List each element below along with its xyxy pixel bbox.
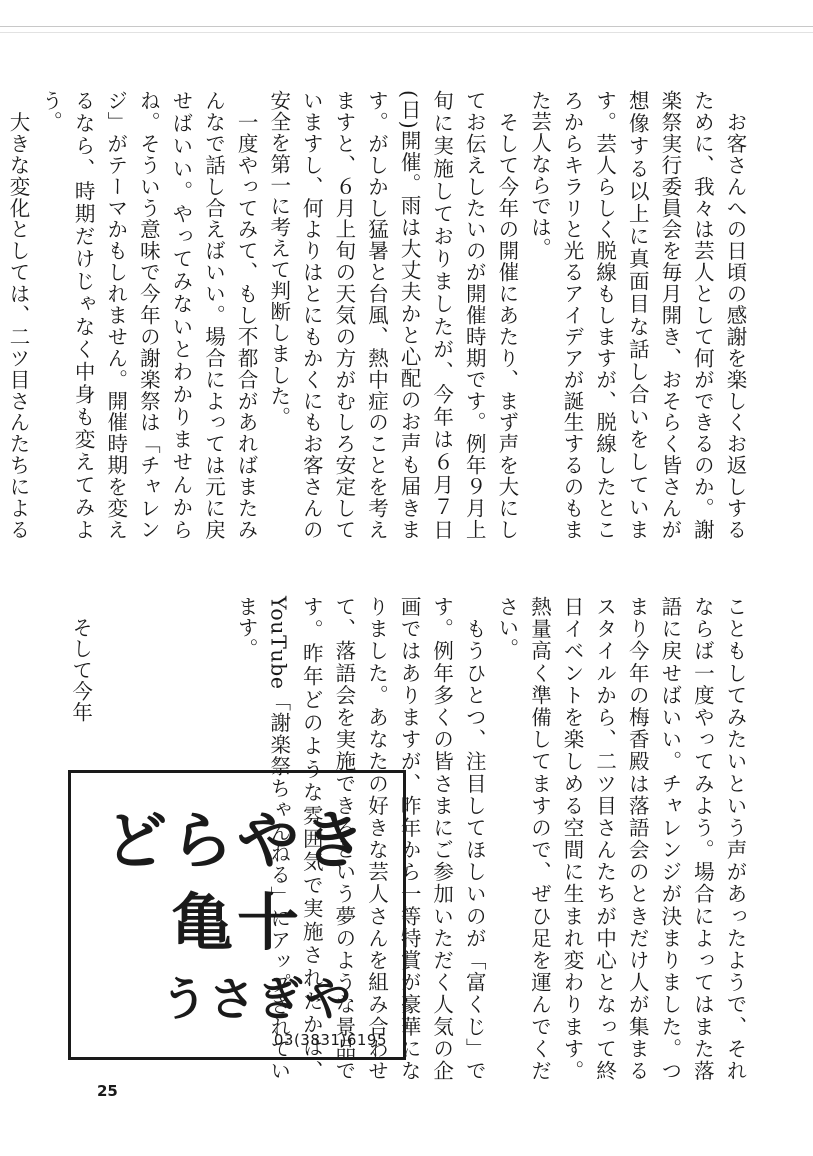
header-rule-secondary bbox=[0, 32, 813, 33]
ad-phone-number: 03(3831)6195 bbox=[273, 1031, 387, 1049]
paragraph: 一度やってみて、もし不都合があればまたみんなで話し合えばいい。場合によっては元に戻せばいい。やってみないとわかりませんからね。そういう意味で今年の謝楽祭は「チャレンジ」がテーマかもしれません。開催時期を変えるなら、時期だけじゃなく中身も変えてみよう。 bbox=[38, 90, 259, 540]
paragraph: お客さんへの日頃の感謝を楽しくお返しするために、我々は芸人として何ができるのか。謝楽祭実行委員会を毎月開き、おそらく皆さんが想像する以上に真面目な話し合いをしています。芸人らしく脱線もしますが、脱線したところからキラリと光るアイデアが誕生するのもまた芸人ならでは。 bbox=[527, 90, 747, 540]
paragraph: もうひとつ、注目してほしいのが「富くじ」です。例年多くの皆さまにご参加いただく人気の企画ではありますが、昨年から一等特賞が豪華になりました。あなたの好きな芸人さんを組み合わせて、落語会を実施できるという夢のような景品です。昨年どのような雰囲気で実施されたかは、YouTube「謝楽祭ちゃんねる」にアップされています。 bbox=[234, 596, 487, 1081]
paragraph: そして今年の開催にあたり、まず声を大にしてお伝えしたいのが開催時期です。例年９月上旬に実施しておりましたが、今年は６月７日(日)開催。雨は大丈夫かと心配のお声も届きます。がしかし猛暑と台風、熱中症のことを考えますと、６月上旬の天気の方がむしろ安定していますし、何よりはとにもかくにもお客さんの安全を第一に考えて判断しました。 bbox=[266, 90, 519, 540]
ad-shop-line: うさぎや bbox=[161, 972, 353, 1026]
paragraph: 大きな変化としては、二ツ目さんたちによる bbox=[5, 111, 30, 540]
article-lower-continuation bbox=[64, 596, 97, 746]
article-upper-block bbox=[0, 90, 751, 540]
ad-brand-line: 亀十 bbox=[170, 886, 303, 959]
paragraph: そして今年 bbox=[68, 596, 93, 723]
page-number: 25 bbox=[97, 1082, 118, 1100]
header-rule bbox=[0, 26, 813, 27]
advertisement-box bbox=[68, 770, 406, 1060]
ad-product-line: どらやき bbox=[104, 804, 369, 877]
paragraph: こともしてみたいという声があったようで、それならば一度やってみよう。場合によってはまた落語に戻せばいい。チャレンジが決まりました。つまり今年の梅香殿は落語会のときだけ人が集まるスタイルから、二ツ目さんたちが中心となって終日イベントを楽しめる空間に生まれ変わります。熱量高く準備してますので、ぜひ足を運んでください。 bbox=[494, 596, 747, 1081]
